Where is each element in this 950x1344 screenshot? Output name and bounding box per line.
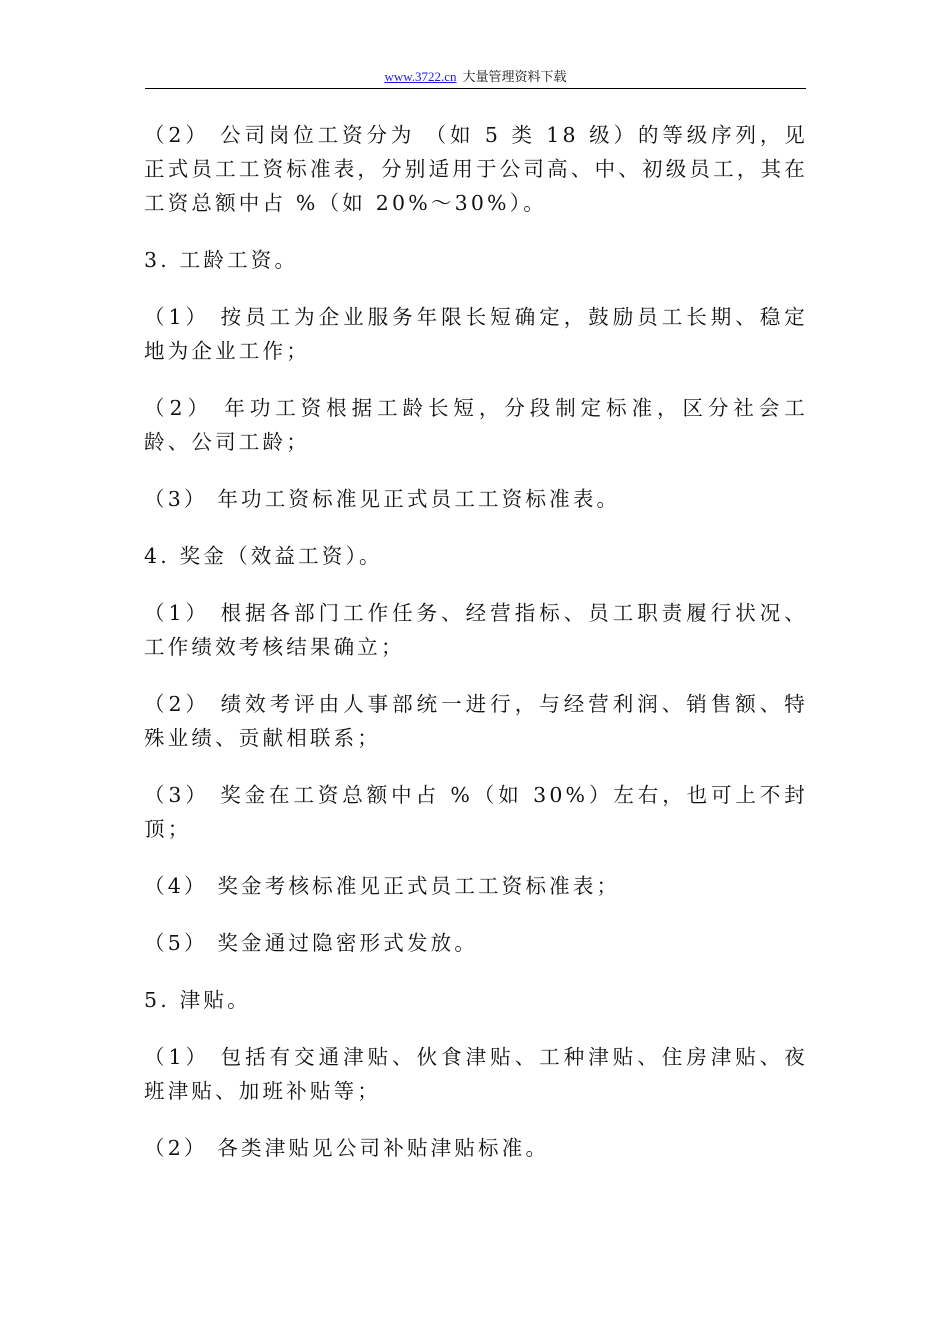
paragraph-salary-levels: （2） 公司岗位工资分为 （如 5 类 18 级）的等级序列，见正式员工工资标准表，分别适用于公司高、中、初级员工，其在工资总额中占 %（如 20%～30%）。: [144, 123, 808, 215]
paragraph-seniority-1: （1） 按员工为企业服务年限长短确定，鼓励员工长期、稳定地为企业工作；: [144, 305, 808, 363]
heading-bonus: 4. 奖金（效益工资）。: [144, 544, 383, 568]
paragraph-seniority-2: （2） 年功工资根据工龄长短，分段制定标准，区分社会工龄、公司工龄；: [144, 396, 808, 454]
paragraph-allowance-2: （2） 各类津贴见公司补贴津贴标准。: [144, 1136, 550, 1160]
paragraph-bonus-2: （2） 绩效考评由人事部统一进行，与经营利润、销售额、特殊业绩、贡献相联系；: [144, 692, 808, 750]
paragraph-bonus-3: （3） 奖金在工资总额中占 %（如 30%）左右，也可上不封顶；: [144, 783, 808, 841]
paragraph-bonus-5: （5） 奖金通过隐密形式发放。: [144, 931, 479, 955]
paragraph-bonus-4: （4） 奖金考核标准见正式员工工资标准表；: [144, 874, 621, 898]
page-header: [145, 68, 806, 89]
document-body: [144, 118, 808, 1188]
site-link[interactable]: www.3722.cn: [384, 69, 457, 84]
heading-allowance: 5. 津贴。: [144, 988, 251, 1012]
paragraph-bonus-1: （1） 根据各部门工作任务、经营指标、员工职责履行状况、工作绩效考核结果确立；: [144, 601, 808, 659]
heading-seniority-pay: 3. 工龄工资。: [144, 248, 299, 272]
paragraph-seniority-3: （3） 年功工资标准见正式员工工资标准表。: [144, 487, 621, 511]
header-tagline: 大量管理资料下载: [462, 70, 567, 85]
paragraph-allowance-1: （1） 包括有交通津贴、伙食津贴、工种津贴、住房津贴、夜班津贴、加班补贴等；: [144, 1045, 808, 1103]
